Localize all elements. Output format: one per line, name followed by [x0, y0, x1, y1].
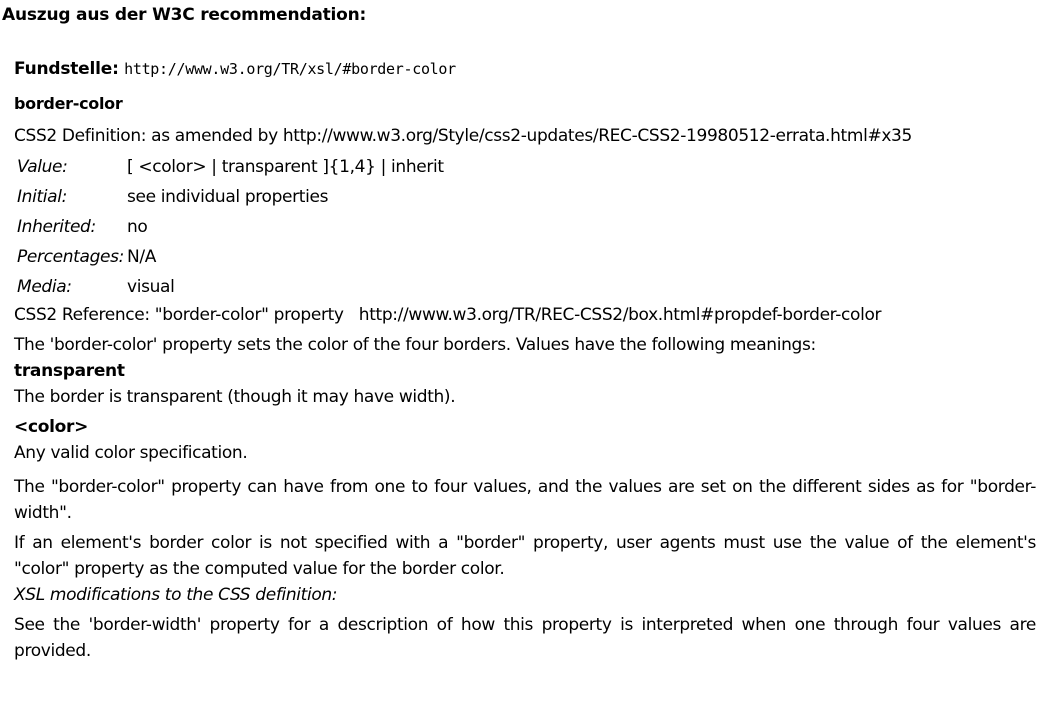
- paragraph-not-specified: If an element's border color is not specified with a "border" property, user agents must use the value of the element's "color" property as the computed value for the border color.: [14, 533, 1036, 579]
- page-heading: Auszug aus der W3C recommendation:: [2, 5, 367, 25]
- table-row: [17, 212, 444, 242]
- source-url: http://www.w3.org/TR/xsl/#border-color: [124, 60, 456, 78]
- property-key: Initial:: [17, 187, 67, 207]
- excerpt-content: [14, 57, 1036, 664]
- paragraph-values: The "border-color" property can have from one to four values, and the values are set on the different sides as for "border-width".: [14, 477, 1036, 523]
- term-transparent: transparent: [14, 361, 125, 381]
- property-key: Value:: [17, 157, 68, 177]
- intro-text: The 'border-color' property sets the color of the four borders. Values have the following meanings:: [14, 335, 816, 355]
- css2-reference: CSS2 Reference: "border-color" property http://www.w3.org/TR/REC-CSS2/box.html#propdef-border-color: [14, 305, 882, 325]
- property-value: see individual properties: [127, 187, 329, 207]
- term-transparent-description: The border is transparent (though it may have width).: [14, 387, 456, 407]
- property-table: [17, 152, 444, 302]
- xsl-modifications-text: See the 'border-width' property for a description of how this property is interpreted when one through four values are provided.: [14, 615, 1036, 661]
- property-name: border-color: [14, 94, 123, 113]
- property-value: [ <color> | transparent ]{1,4} | inherit: [127, 157, 444, 177]
- css2-definition: CSS2 Definition: as amended by http://www.w3.org/Style/css2-updates/REC-CSS2-19980512-errata.html#x35: [14, 126, 912, 146]
- table-row: [17, 182, 444, 212]
- property-value: no: [127, 217, 148, 237]
- property-value: visual: [127, 277, 175, 297]
- table-row: [17, 272, 444, 302]
- source-label: Fundstelle:: [14, 59, 119, 79]
- property-key: Percentages:: [17, 247, 124, 267]
- property-key: Media:: [17, 277, 72, 297]
- property-key: Inherited:: [17, 217, 96, 237]
- term-color-description: Any valid color specification.: [14, 443, 248, 463]
- xsl-modifications-label: XSL modifications to the CSS definition:: [14, 585, 338, 605]
- term-color: <color>: [14, 417, 89, 437]
- table-row: [17, 242, 444, 272]
- source-reference: [14, 57, 1036, 85]
- property-value: N/A: [127, 247, 157, 267]
- table-row: [17, 152, 444, 182]
